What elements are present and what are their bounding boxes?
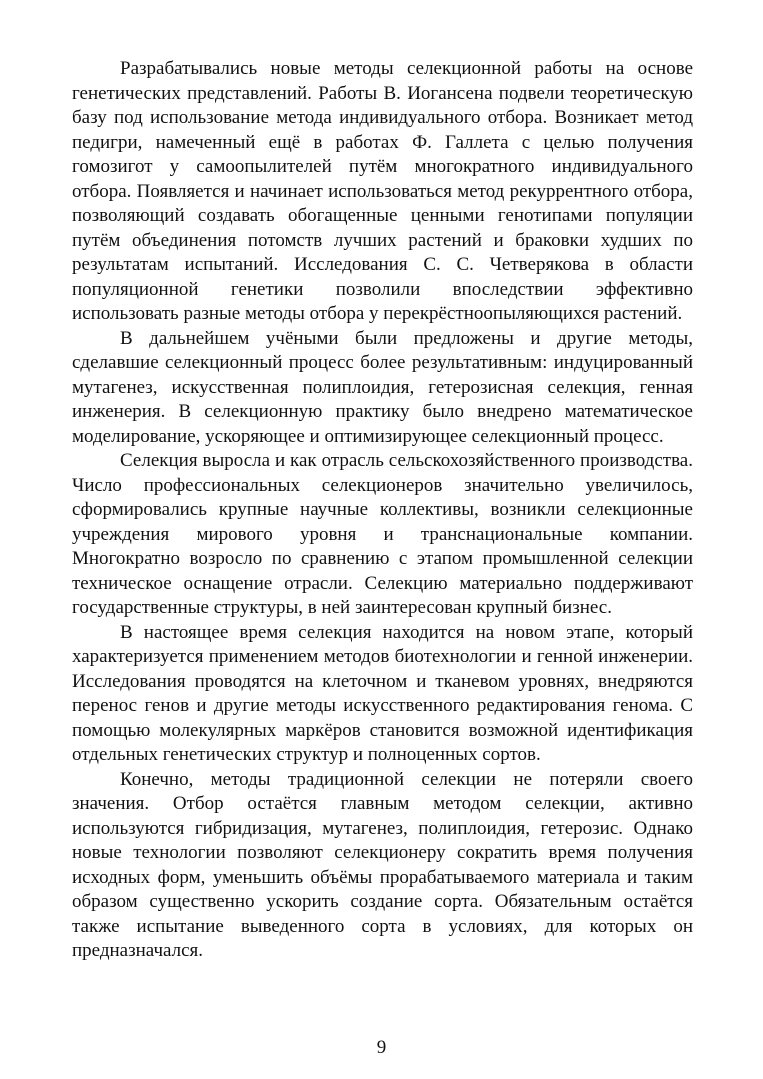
paragraph-3: Селекция выросла и как отрасль сельскохозяйственного производства. Число профессиональных селекционеров значительно увеличилось, сформировались крупные научные коллективы, возникли селекционные учреждения мирового уровня и транснациональные компании. Многократно возросло по сравнению с этапом промышленной селекции техническое оснащение отрасли. Селекцию материально поддерживают государственные структуры, в ней заинтересован крупный бизнес. <box>72 450 693 618</box>
page-number: 9 <box>376 1037 387 1058</box>
paragraph-4: В настоящее время селекция находится на новом этапе, который характеризуется применением методов биотехнологии и генной инженерии. Исследования проводятся на клеточном и тканевом уровнях, внедряются перенос генов и другие методы искусственного редактирования генома. С помощью молекулярных маркёров становится возможной идентификация отдельных генетических структур и полноценных сортов. <box>72 621 693 765</box>
paragraph-5: Конечно, методы традиционной селекции не потеряли своего значения. Отбор остаётся главным методом селекции, активно используются гибридизация, мутагенез, полиплоидия, гетерозис. Однако новые технологии позволяют селекционеру сократить время получения исходных форм, уменьшить объёмы прорабатываемого материала и таким образом существенно ускорить создание сорта. Обязательным остаётся также испытание выведенного сорта в условиях, для которых он предназначался. <box>72 768 693 961</box>
paragraph-2: В дальнейшем учёными были предложены и другие методы, сделавшие селекционный процесс более результативным: индуцированный мутагенез, искусственная полиплоидия, гетерозисная селекция, генная инженерия. В селекционную практику было внедрено математическое моделирование, ускоряющее и оптимизирующее селекционный процесс. <box>72 327 693 447</box>
text-body <box>72 57 693 964</box>
paragraph-1: Разрабатывались новые методы селекционной работы на основе генетических представлений. Работы В. Иогансена подвели теоретическую базу под использование метода индивидуального отбора. Возникает метод педигри, намеченный ещё в работах Ф. Галлета с целью получения гомозигот у самоопылителей путём многократного индивидуального отбора. Появляется и начинает использоваться метод рекуррентного отбора, позволяющий создавать обогащенные ценными генотипами популяции путём объединения потомств лучших растений и браковки худших по результатам испытаний. Исследования С. С. Четверякова в области популяционной генетики позволили впоследствии эффективно использовать разные методы отбора у перекрёстноопыляющихся растений. <box>72 58 693 324</box>
